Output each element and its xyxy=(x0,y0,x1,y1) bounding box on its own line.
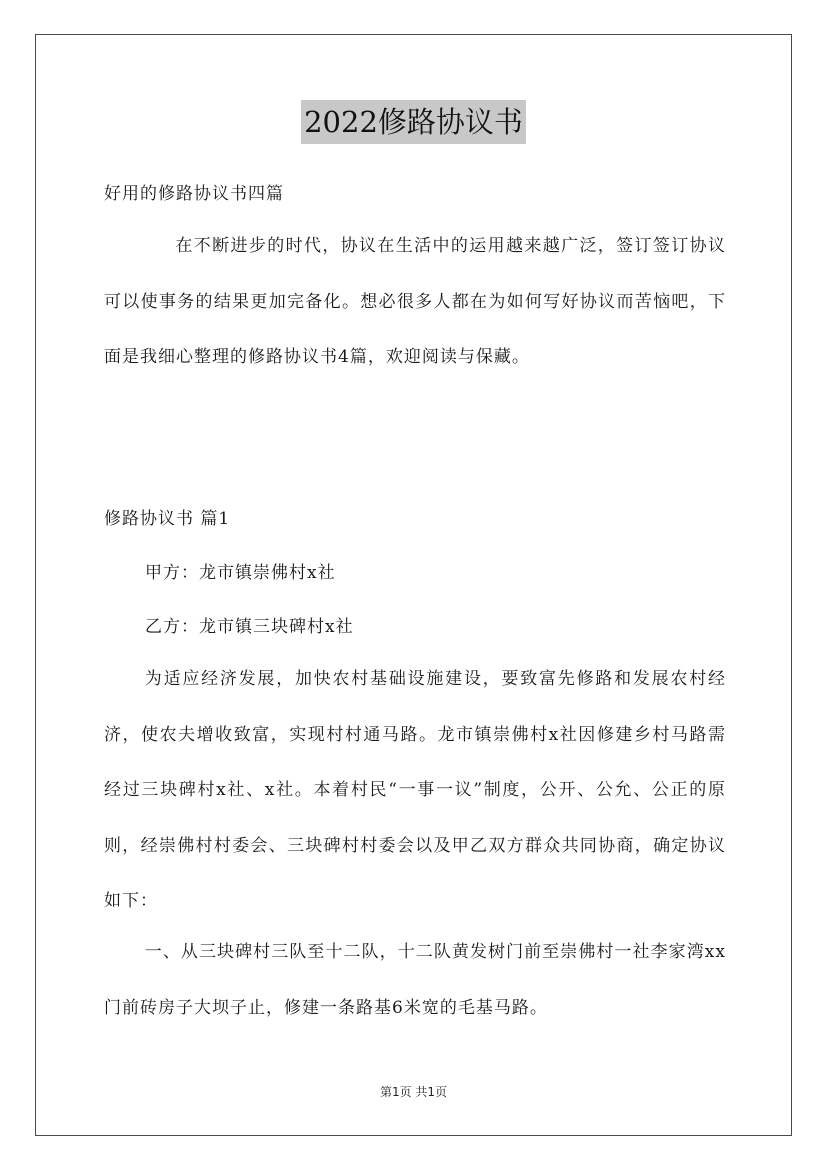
section-heading: 修路协议书 篇1 xyxy=(104,509,231,529)
body-paragraph-1: 为适应经济发展，加快农村基础设施建设，要致富先修路和发展农村经济，使农夫增收致富，实现村村通马路。龙市镇崇佛村x社因修建乡村马路需经过三块碑村x社、x社。本着村民“一事一议”制度，公开、公允、公正的原则，经崇佛村村委会、三块碑村村委会以及甲乙双方群众共同协商，确定协议如下： xyxy=(104,669,726,911)
intro-paragraph: 在不断进步的时代，协议在生活中的运用越来越广泛，签订签订协议可以使事务的结果更加完备化。想必很多人都在为如何写好协议而苦恼吧，下面是我细心整理的修路协议书4篇，欢迎阅读与保藏。 xyxy=(104,236,726,367)
party-b-line: 乙方：龙市镇三块碑村x社 xyxy=(145,617,354,637)
page-footer: 第1页 共1页 xyxy=(379,1085,448,1099)
document-title: 2022修路协议书 xyxy=(301,100,526,144)
body-paragraph-2: 一、从三块碑村三队至十二队，十二队黄发树门前至崇佛村一社李家湾xx门前砖房子大坝子止，修建一条路基6米宽的毛基马路。 xyxy=(104,942,726,1018)
title-container xyxy=(0,100,827,144)
document-subtitle: 好用的修路协议书四篇 xyxy=(104,184,284,204)
party-a-line: 甲方：龙市镇崇佛村x社 xyxy=(145,563,336,583)
